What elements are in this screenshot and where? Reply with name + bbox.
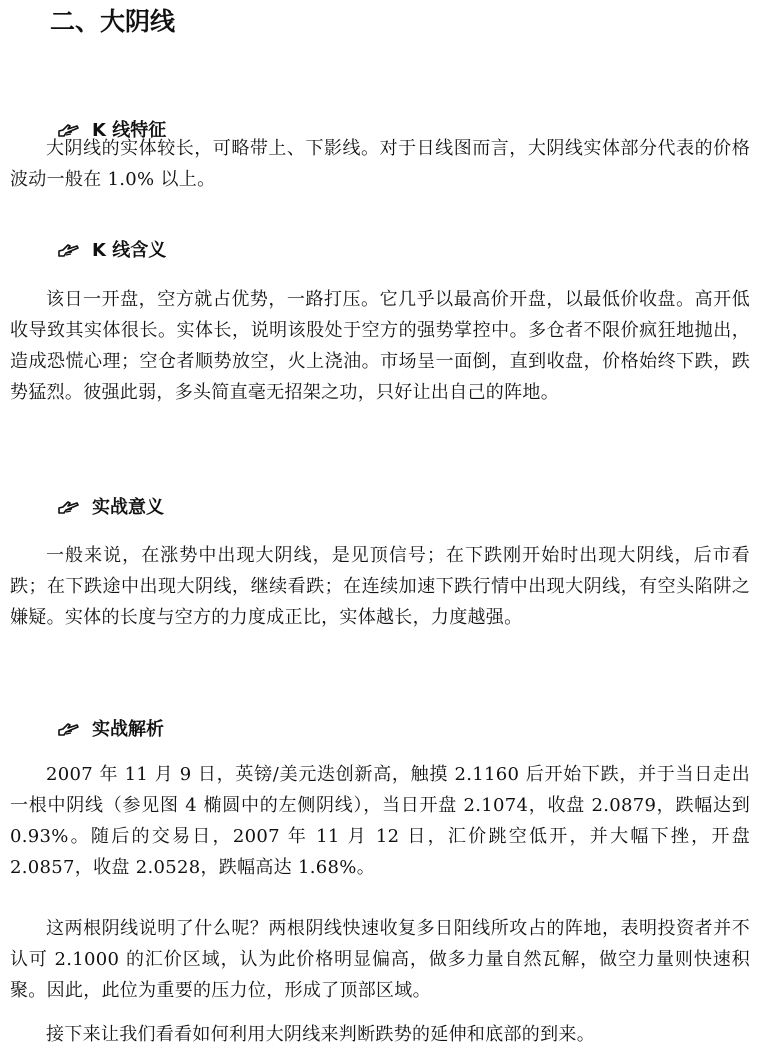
pointing-hand-icon [58, 722, 80, 738]
pointing-hand-icon [58, 243, 80, 259]
pointing-hand-icon [58, 500, 80, 516]
paragraph: 2007 年 11 月 9 日，英镑/美元迭创新高，触摸 2.1160 后开始下跌，并于当日走出一根中阴线（参见图 4 椭圆中的左侧阴线），当日开盘 2.1074，收盘 2.0879，跌幅达到 0.93%。随后的交易日，2007 年 11 月 12 日，汇价跳空低开，并大幅下挫，开盘 2.0857，收盘 2.0528，跌幅高达 1.68%。 [10, 764, 750, 878]
paragraph: 该日一开盘，空方就占优势，一路打压。它几乎以最高价开盘，以最低价收盘。高开低收导致其实体很长。实体长，说明该股处于空方的强势掌控中。多仓者不限价疯狂地抛出，造成恐慌心理；空仓者顺势放空，火上浇油。市场呈一面倒，直到收盘，价格始终下跌，跌势猛烈。彼强此弱，多头简直毫无招架之功，只好让出自己的阵地。 [10, 289, 750, 403]
paragraph: 一般来说，在涨势中出现大阴线，是见顶信号；在下跌刚开始时出现大阴线，后市看跌；在下跌途中出现大阴线，继续看跌；在连续加速下跌行情中出现大阴线，有空头陷阱之嫌疑。实体的长度与空方的力度成正比，实体越长，力度越强。 [10, 545, 750, 628]
heading-practical-analysis [58, 717, 164, 743]
paragraph: 这两根阴线说明了什么呢？两根阴线快速收复多日阳线所攻占的阵地，表明投资者并不认可 2.1000 的汇价区域，认为此价格明显偏高，做多力量自然瓦解，做空力量则快速积聚。因此，此位为重要的压力位，形成了顶部区域。 [10, 918, 750, 1001]
heading-label: 实战意义 [92, 497, 164, 518]
paragraph: 大阴线的实体较长，可略带上、下影线。对于日线图而言，大阴线实体部分代表的价格波动一般在 1.0% 以上。 [10, 138, 750, 190]
paragraph: 接下来让我们看看如何利用大阴线来判断跌势的延伸和底部的到来。 [46, 1024, 595, 1045]
section-title: 二、大阴线 [50, 7, 176, 36]
heading-label: K 线含义 [92, 240, 167, 261]
heading-label: K 线特征 [92, 120, 167, 141]
heading-practical-significance [58, 495, 164, 521]
heading-k-line-meaning [58, 238, 166, 264]
heading-label: 实战解析 [92, 719, 164, 740]
